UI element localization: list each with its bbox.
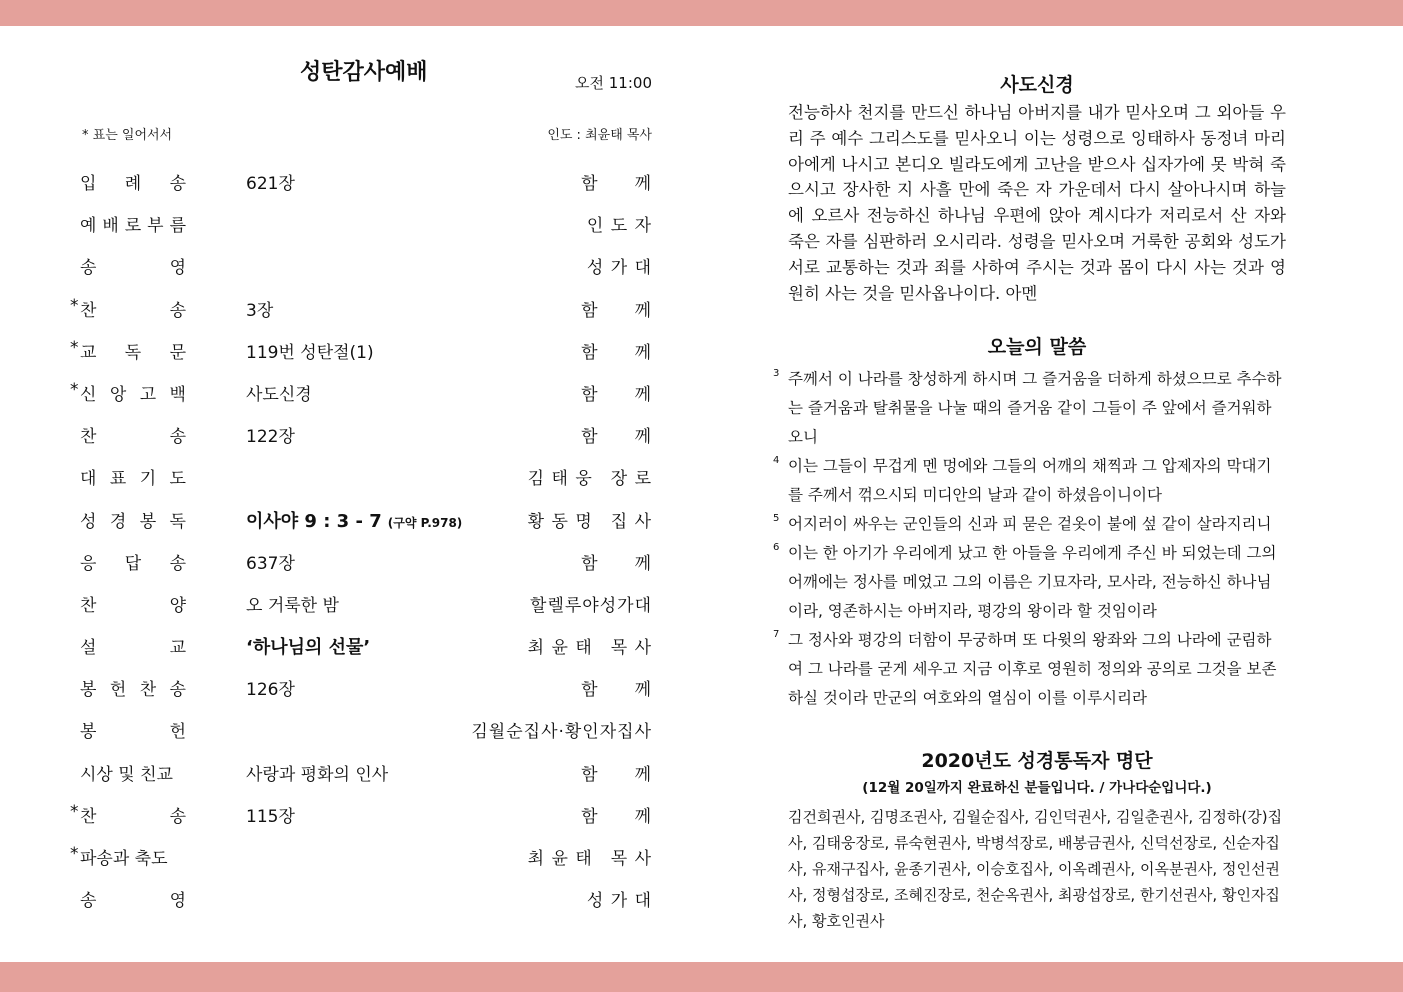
order-item-name-part: 앙 bbox=[109, 384, 127, 405]
order-item-name-part: 송 bbox=[169, 300, 186, 321]
order-item-name-part: 송 bbox=[169, 680, 186, 701]
order-item-name-part: 시상 및 친교 bbox=[80, 764, 173, 785]
order-item-person: 함 께 bbox=[581, 553, 652, 574]
order-item-detail bbox=[246, 338, 374, 363]
order-item-person: 함 께 bbox=[581, 384, 652, 405]
order-item-name-part: 교 bbox=[80, 342, 97, 363]
order-item-person: 함 께 bbox=[581, 300, 652, 321]
order-item-name bbox=[80, 760, 186, 785]
order-item-detail-text: 122장 bbox=[246, 427, 295, 448]
verse bbox=[773, 452, 1286, 510]
order-item-detail bbox=[246, 591, 339, 616]
order-item-detail bbox=[246, 633, 370, 659]
order-item-detail-text: 115장 bbox=[246, 806, 295, 827]
order-item-person: 김 태 웅 장 로 bbox=[527, 469, 652, 490]
order-item-name bbox=[80, 886, 186, 911]
verse bbox=[773, 510, 1286, 539]
order-item-name bbox=[80, 253, 186, 278]
verse-number: 4 bbox=[773, 455, 780, 466]
order-item-person: 함 께 bbox=[581, 427, 652, 448]
order-item-name-part: 송 bbox=[169, 427, 186, 448]
order-item-name bbox=[80, 802, 186, 827]
order-item-detail-text: 사랑과 평화의 인사 bbox=[246, 764, 389, 785]
scripture-page-ref: (구약 P.978) bbox=[387, 515, 463, 530]
order-item-name bbox=[80, 549, 186, 574]
service-title: 성탄감사예배 bbox=[300, 60, 428, 85]
order-item-name-part: 름 bbox=[169, 216, 186, 237]
order-item-name bbox=[80, 717, 186, 742]
order-item-detail bbox=[246, 549, 295, 574]
order-item-name-part: 찬 bbox=[80, 300, 97, 321]
order-item-person: 김월순집사·황인자집사 bbox=[471, 722, 652, 743]
worship-order-list bbox=[70, 159, 652, 918]
order-item-name-part: 찬 bbox=[80, 595, 97, 616]
order-item-detail-text: 3장 bbox=[246, 300, 274, 321]
order-item-detail-text: 오 거룩한 밤 bbox=[246, 595, 339, 616]
creed-text: 전능하사 천지를 만드신 하나님 아버지를 내가 믿사오며 그 외아들 우리 주 예수 그리스도를 믿사오니 이는 성령으로 잉태하사 동정녀 마리아에게 나시고 본디오 빌라도에게 고난을 받으사 십자가에 못 박혀 죽으시고 장사한 지 사흘 만에 죽은 자 가운데서 다시 살아나시며 하늘에 오르사 전능하신 하나님 우편에 앉아 계시다가 저리로서 산 자와 죽은 자를 심판하러 오시리라. 성령을 믿사오며 거룩한 공회와 성도가 서로 교통하는 것과 죄를 사하여 주시는 것과 몸이 다시 사는 것과 영원히 사는 것을 믿사옵나이다. 아멘 bbox=[788, 103, 1286, 303]
order-item-name-part: 파송과 축도 bbox=[80, 849, 168, 869]
order-item-name-part: 부 bbox=[147, 216, 164, 237]
order-item-name-part: 찬 bbox=[80, 427, 97, 448]
order-item-detail-text: ‘하나님의 선물’ bbox=[246, 637, 371, 659]
order-item-name bbox=[80, 675, 186, 700]
order-item-name bbox=[80, 169, 186, 194]
order-item-name bbox=[80, 507, 186, 532]
order-item-name-part: 헌 bbox=[169, 722, 186, 743]
standing-note: * 표는 일어서서 bbox=[82, 128, 173, 143]
order-item-detail bbox=[246, 675, 295, 700]
standing-marker: * bbox=[70, 379, 79, 400]
order-item-name-part: 응 bbox=[80, 553, 97, 574]
order-row bbox=[70, 412, 652, 454]
order-row bbox=[70, 876, 652, 918]
readers-title: 2020년도 성경통독자 명단 bbox=[921, 750, 1153, 772]
standing-marker: * bbox=[70, 295, 79, 316]
order-item-person: 함 께 bbox=[581, 680, 652, 701]
verse-number: 6 bbox=[773, 542, 780, 553]
order-item-name-part: 봉 bbox=[80, 680, 97, 701]
order-item-person: 함 께 bbox=[581, 342, 652, 363]
order-item-person: 성 가 대 bbox=[586, 258, 652, 279]
order-item-name-part: 봉 bbox=[80, 722, 97, 743]
order-row bbox=[70, 497, 652, 539]
order-item-name-part: 예 bbox=[80, 216, 97, 237]
order-item-name bbox=[80, 422, 186, 447]
standing-marker: * bbox=[70, 337, 79, 358]
order-item-detail bbox=[246, 507, 462, 533]
order-item-name bbox=[80, 844, 186, 869]
order-row bbox=[70, 243, 652, 285]
order-row bbox=[70, 539, 652, 581]
order-item-name bbox=[80, 633, 186, 658]
service-time: 오전 11:00 bbox=[575, 74, 652, 92]
verse-text: 그 정사와 평강의 더함이 무궁하며 또 다윗의 왕좌와 그의 나라에 군림하여 그 나라를 굳게 세우고 지금 이후로 영원히 정의와 공의로 그것을 보존하실 것이라 만군의 여호와의 열심이 이를 이루시리라 bbox=[788, 631, 1277, 707]
order-item-name-part: 송 bbox=[169, 553, 186, 574]
order-item-detail bbox=[246, 296, 273, 321]
order-item-name bbox=[80, 380, 186, 405]
order-row bbox=[70, 370, 652, 412]
order-item-name-part: 찬 bbox=[80, 806, 97, 827]
order-item-name-part: 설 bbox=[80, 638, 97, 659]
order-item-name-part: 백 bbox=[169, 384, 186, 405]
service-leader: 인도 : 최윤태 목사 bbox=[547, 128, 652, 143]
order-item-name-part: 송 bbox=[80, 258, 97, 279]
bottom-band bbox=[0, 962, 1403, 992]
verse-text: 어지러이 싸우는 군인들의 신과 피 묻은 겉옷이 불에 섶 같이 살라지리니 bbox=[788, 515, 1272, 533]
order-item-name bbox=[80, 464, 186, 489]
order-item-detail-text: 사도신경 bbox=[246, 384, 312, 405]
verse-text: 주께서 이 나라를 창성하게 하시며 그 즐거움을 더하게 하셨으므로 추수하는 즐거움과 탈취물을 나눌 때의 즐거움 같이 그들이 주 앞에서 즐거워하오니 bbox=[788, 370, 1282, 446]
verse-number: 3 bbox=[773, 368, 780, 379]
order-item-person: 인 도 자 bbox=[586, 216, 652, 237]
verse-number: 5 bbox=[773, 513, 780, 524]
order-item-person: 함 께 bbox=[581, 806, 652, 827]
order-item-name-part: 송 bbox=[80, 891, 97, 912]
order-item-name-part: 성 bbox=[80, 511, 97, 532]
verse bbox=[773, 539, 1286, 626]
order-item-name bbox=[80, 591, 186, 616]
order-row bbox=[70, 328, 652, 370]
order-item-detail bbox=[246, 802, 295, 827]
verse-number: 7 bbox=[773, 629, 780, 640]
order-row bbox=[70, 750, 652, 792]
top-band bbox=[0, 0, 1403, 26]
order-item-detail bbox=[246, 422, 295, 447]
order-item-name-part: 례 bbox=[124, 174, 142, 194]
order-item-person: 황 동 명 집 사 bbox=[527, 511, 652, 532]
order-item-name-part: 봉 bbox=[139, 511, 157, 532]
order-item-detail bbox=[246, 169, 295, 194]
order-item-detail-text: 이사야 9 : 3 - 7 bbox=[246, 510, 382, 532]
order-item-person: 성 가 대 bbox=[586, 891, 652, 912]
verse-text: 이는 그들이 무겁게 멘 멍에와 그들의 어깨의 채찍과 그 압제자의 막대기를 주께서 꺾으시되 미디안의 날과 같이 하셨음이니이다 bbox=[788, 457, 1272, 504]
order-item-name-part: 답 bbox=[124, 553, 142, 574]
order-item-name-part: 송 bbox=[169, 174, 186, 194]
creed-title: 사도신경 bbox=[1000, 74, 1074, 96]
order-row bbox=[70, 454, 652, 496]
order-row bbox=[70, 707, 652, 749]
order-item-detail bbox=[246, 760, 388, 785]
word-title: 오늘의 말씀 bbox=[987, 336, 1087, 358]
order-item-name-part: 양 bbox=[169, 595, 186, 616]
order-row bbox=[70, 201, 652, 243]
readers-subtitle: (12월 20일까지 완료하신 분들입니다. / 가나다순입니다.) bbox=[862, 780, 1212, 796]
order-item-person: 할렐루야성가대 bbox=[530, 595, 652, 616]
order-item-name-part: 문 bbox=[169, 342, 186, 363]
order-item-name-part: 송 bbox=[169, 806, 186, 827]
order-item-name bbox=[80, 296, 186, 321]
order-item-name-part: 도 bbox=[169, 469, 186, 490]
order-item-name-part: 영 bbox=[169, 258, 186, 279]
scripture-verses bbox=[773, 365, 1286, 713]
order-item-name-part: 독 bbox=[169, 511, 186, 532]
standing-marker: * bbox=[70, 844, 79, 864]
verse bbox=[773, 365, 1286, 452]
order-item-name-part: 영 bbox=[169, 891, 186, 912]
order-item-detail bbox=[246, 380, 312, 405]
order-item-name-part: 신 bbox=[80, 384, 97, 405]
verse-text: 이는 한 아기가 우리에게 났고 한 아들을 우리에게 주신 바 되었는데 그의 어깨에는 정사를 메었고 그의 이름은 기묘자라, 모사라, 전능하신 하나님이라, 영존하시는 아버지라, 평강의 왕이라 할 것임이라 bbox=[788, 544, 1277, 620]
order-item-detail-text: 637장 bbox=[246, 553, 295, 574]
order-row bbox=[70, 834, 652, 876]
standing-marker: * bbox=[70, 801, 79, 822]
order-item-name bbox=[80, 338, 186, 363]
order-item-detail-text: 126장 bbox=[246, 680, 295, 701]
order-item-person: 최 윤 태 목 사 bbox=[527, 849, 652, 869]
order-item-person: 함 께 bbox=[581, 174, 652, 194]
order-row bbox=[70, 665, 652, 707]
order-item-name-part: 배 bbox=[102, 216, 119, 237]
order-item-name-part: 고 bbox=[139, 384, 157, 405]
order-row bbox=[70, 286, 652, 328]
order-item-person: 함 께 bbox=[581, 764, 652, 785]
order-item-person: 최 윤 태 목 사 bbox=[527, 638, 652, 659]
order-item-name-part: 경 bbox=[109, 511, 127, 532]
order-row bbox=[70, 623, 652, 665]
order-item-name-part: 로 bbox=[124, 216, 142, 237]
order-row bbox=[70, 792, 652, 834]
order-item-name bbox=[80, 211, 186, 236]
order-item-name-part: 교 bbox=[169, 638, 186, 659]
order-item-name-part: 표 bbox=[109, 469, 127, 490]
order-item-name-part: 기 bbox=[139, 469, 157, 490]
readers-names: 김건희권사, 김명조권사, 김월순집사, 김인덕권사, 김일춘권사, 김정하(강)집사, 김태웅장로, 류숙현권사, 박병석장로, 배봉금권사, 신덕선장로, 신순자집사, 유재구집사, 윤종기권사, 이승호집사, 이옥례권사, 이옥분권사, 정인선권사, 정형섭장로, 조혜진장로, 천순옥권사, 최광섭장로, 한기선권사, 황인자집사, 황호인권사 bbox=[788, 808, 1283, 930]
verse bbox=[773, 626, 1286, 713]
order-item-name-part: 입 bbox=[80, 174, 97, 194]
order-item-name-part: 대 bbox=[80, 469, 97, 490]
order-item-name-part: 헌 bbox=[109, 680, 127, 701]
order-item-detail-text: 119번 성탄절(1) bbox=[246, 342, 374, 363]
order-row bbox=[70, 159, 652, 201]
order-item-name-part: 찬 bbox=[139, 680, 157, 701]
order-item-name-part: 독 bbox=[124, 342, 142, 363]
order-row bbox=[70, 581, 652, 623]
order-item-detail-text: 621장 bbox=[246, 174, 295, 194]
